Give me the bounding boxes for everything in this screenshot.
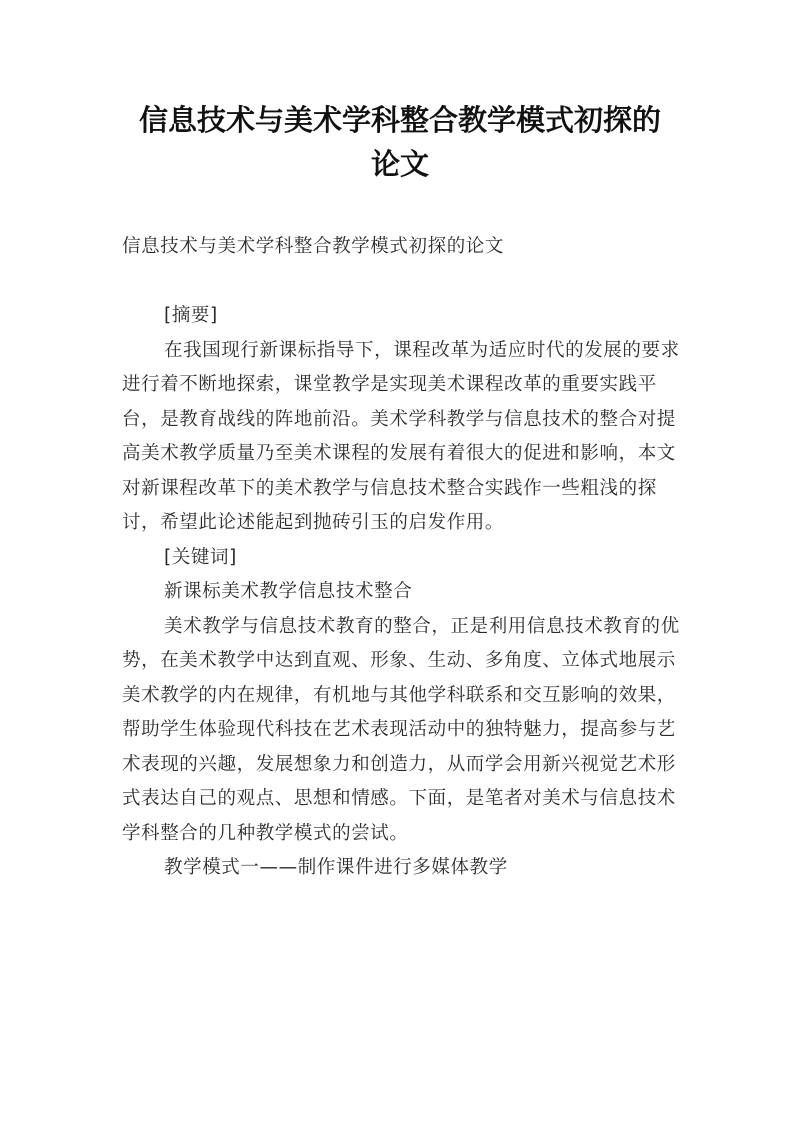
section-heading: 教学模式一——制作课件进行多媒体教学 <box>164 857 508 878</box>
document-title <box>100 98 700 186</box>
document-body <box>122 230 688 886</box>
document-title-line-2: 论文 <box>370 147 429 181</box>
abstract-paragraph: 在我国现行新课标指导下，课程改革为适应时代的发展的要求进行着不断地探索，课堂教学是实现美术课程改革的重要实践平台，是教育战线的阵地前沿。美术学科教学与信息技术的整合对提高美术教学质量乃至美术课程的发展有着很大的促进和影响，本文对新课程改革下的美术教学与信息技术整合实践作一些粗浅的探讨，希望此论述能起到抛砖引玉的启发作用。 <box>122 339 680 533</box>
document-title-line-1: 信息技术与美术学科整合教学模式初探的 <box>138 103 661 137</box>
body-paragraph: 美术教学与信息技术教育的整合，正是利用信息技术教育的优势，在美术教学中达到直观、形象、生动、多角度、立体式地展示美术教学的内在规律，有机地与其他学科联系和交互影响的效果，帮助学生体验现代科技在艺术表现活动中的独特魅力，提高参与艺术表现的兴趣，发展想象力和创造力，从而学会用新兴视觉艺术形式表达自己的观点、思想和情感。下面，是笔者对美术与信息技术学科整合的几种教学模式的尝试。 <box>122 615 680 844</box>
abstract-heading: [摘要] <box>164 305 218 326</box>
keywords-paragraph: 新课标美术教学信息技术整合 <box>164 581 413 602</box>
document-subtitle: 信息技术与美术学科整合教学模式初探的论文 <box>122 236 505 257</box>
keywords-heading: [关键词] <box>164 546 237 568</box>
